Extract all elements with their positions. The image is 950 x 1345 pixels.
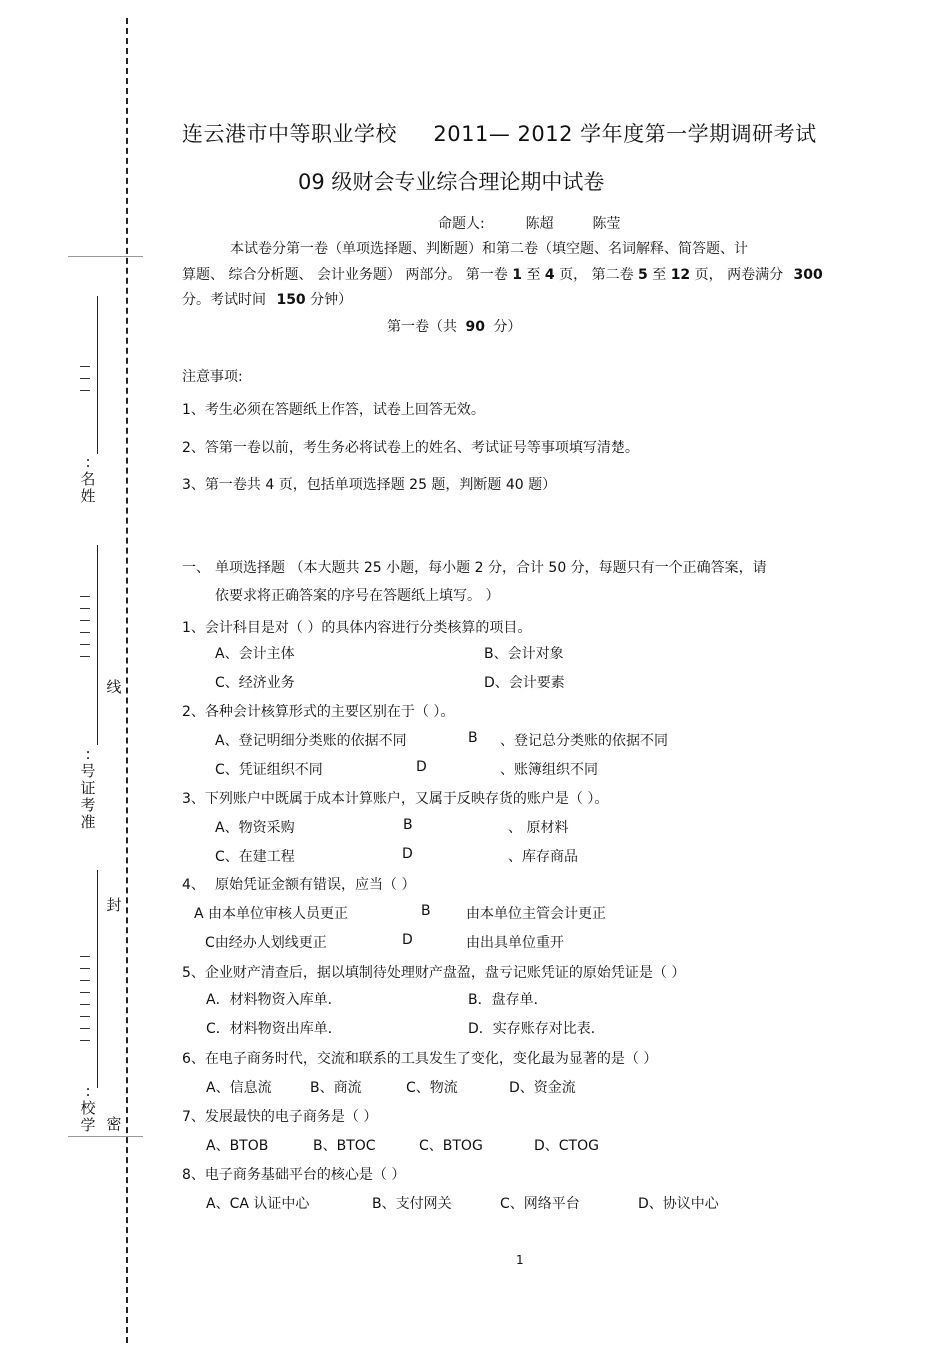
exam-id-label: :号证考准	[80, 745, 96, 831]
margin-stub	[80, 992, 90, 993]
name-label: :名姓	[80, 453, 96, 505]
question-8: 8、电子商务基础平台的核心是（ ）	[182, 1167, 406, 1183]
question-5: 5、企业财产清查后，据以填制待处理财产盘盈，盘亏记账凭证的原始凭证是（ ）	[182, 965, 686, 981]
option: 、账簿组织不同	[500, 762, 598, 778]
note-item: 3、第一卷共 4 页，包括单项选择题 25 题，判断题 40 题）	[182, 477, 557, 493]
option: D、会计要素	[484, 675, 565, 691]
intro-text: 分。考试时间	[182, 292, 266, 308]
option: C、在建工程	[215, 849, 295, 865]
seal-char-line: 线	[106, 678, 122, 696]
exam-title-line2: 09 级财会专业综合理论期中试卷	[298, 170, 605, 194]
option: D、协议中心	[638, 1196, 719, 1212]
volume-suffix: 分）	[493, 319, 522, 335]
part1-number: 一、	[182, 560, 210, 576]
seal-char-secret: 密	[106, 1115, 122, 1133]
margin-stub	[80, 644, 90, 645]
option-letter: D	[402, 932, 413, 948]
term-name: 2011— 2012 学年度第一学期调研考试	[433, 122, 817, 146]
question-3: 3、下列账户中既属于成本计算账户，又属于反映存货的账户是（ ）。	[182, 791, 609, 807]
question-4-number: 4、	[182, 877, 205, 893]
page-end-2: 12	[670, 267, 691, 283]
option: B、BTOC	[313, 1138, 376, 1154]
option: 、库存商品	[508, 849, 578, 865]
option: D．实存账存对比表．	[468, 1021, 605, 1037]
margin-stub	[80, 632, 90, 633]
question-1: 1、会计科目是对（ ）的具体内容进行分类核算的项目。	[182, 620, 532, 636]
option: C由经办人划线更正	[205, 935, 327, 951]
part1-heading-cont: 依要求将正确答案的序号在答题纸上填写。 ）	[215, 588, 500, 604]
option: D、资金流	[509, 1080, 576, 1096]
intro-text: 算题、 综合分析题、 会计业务题） 两部分。 第一卷	[182, 267, 508, 283]
page-number: 1	[516, 1253, 524, 1267]
intro-to: 至	[526, 267, 541, 283]
page-end-1: 4	[544, 267, 555, 283]
setter-name-2: 陈莹	[592, 216, 621, 232]
margin-stub	[80, 1016, 90, 1017]
margin-stub	[80, 378, 90, 379]
option: 、登记总分类账的依据不同	[500, 733, 668, 749]
part1-heading: 单项选择题 （本大题共 25 小题，每小题 2 分，合计 50 分，每题只有一个正确答案，请	[215, 560, 767, 576]
notes-heading: 注意事项:	[182, 369, 243, 385]
option: A、会计主体	[215, 646, 295, 662]
option: A、BTOB	[206, 1138, 269, 1154]
option: C、BTOG	[419, 1138, 483, 1154]
note-item: 1、考生必须在答题纸上作答，试卷上回答无效。	[182, 402, 485, 418]
option: D、CTOG	[534, 1138, 599, 1154]
option: B、支付网关	[372, 1196, 452, 1212]
option: C、物流	[406, 1080, 458, 1096]
option: A、物资采购	[215, 820, 295, 836]
intro-line3	[182, 289, 352, 309]
option-letter: D	[416, 759, 427, 775]
option-letter: B	[403, 817, 413, 833]
option: A、CA 认证中心	[206, 1196, 310, 1212]
setter-label: 命题人:	[438, 216, 485, 232]
option: C、经济业务	[215, 675, 295, 691]
volume-prefix: 第一卷（共	[387, 319, 457, 335]
intro-text: 页， 两卷满分	[694, 267, 784, 283]
margin-frame-top	[68, 256, 143, 257]
page-start-2: 5	[638, 267, 648, 283]
margin-stub	[80, 1004, 90, 1005]
setter-line	[438, 213, 621, 233]
school-fill-line	[97, 870, 98, 1088]
option: B、会计对象	[484, 646, 564, 662]
intro-line2	[182, 264, 823, 284]
page-start-1: 1	[512, 267, 523, 283]
margin-stub	[80, 366, 90, 367]
question-4: 原始凭证金额有错误，应当（ ）	[215, 877, 416, 893]
school-name: 连云港市中等职业学校	[182, 122, 397, 146]
question-6: 6、在电子商务时代，交流和联系的工具发生了变化，变化最为显著的是（ ）	[182, 1051, 658, 1067]
intro-line1: 本试卷分第一卷（单项选择题、判断题）和第二卷（填空题、名词解释、简答题、计	[230, 241, 748, 257]
option: C、网络平台	[500, 1196, 580, 1212]
seal-char-seal: 封	[106, 896, 122, 914]
option: A．材料物资入库单．	[206, 992, 342, 1008]
binding-dashed-line	[126, 18, 128, 1343]
margin-stub	[80, 1028, 90, 1029]
margin-stub	[80, 390, 90, 391]
option: C．材料物资出库单．	[206, 1021, 342, 1037]
margin-stub	[80, 608, 90, 609]
option-letter: B	[421, 903, 431, 919]
question-7: 7、发展最快的电子商务是（ ）	[182, 1109, 378, 1125]
exam-title-line1	[182, 118, 817, 148]
margin-frame-bottom	[68, 1136, 143, 1137]
option: 由本单位主管会计更正	[466, 906, 606, 922]
question-2: 2、各种会计核算形式的主要区别在于（ ）。	[182, 704, 455, 720]
intro-text: 分钟）	[310, 292, 353, 308]
intro-text: 页， 第二卷	[559, 267, 634, 283]
margin-stub	[80, 1040, 90, 1041]
volume-score: 90	[465, 319, 485, 335]
margin-stub	[80, 968, 90, 969]
margin-stub	[80, 956, 90, 957]
option: B．盘存单．	[468, 992, 548, 1008]
total-score: 300	[793, 267, 823, 283]
option-letter: D	[402, 846, 413, 862]
option: B、商流	[310, 1080, 362, 1096]
option: C、凭证组织不同	[215, 762, 323, 778]
margin-stub	[80, 980, 90, 981]
option: A、登记明细分类账的依据不同	[215, 733, 407, 749]
id-fill-line	[97, 545, 98, 745]
school-label: :校学	[80, 1082, 96, 1134]
intro-to: 至	[652, 267, 667, 283]
option: 、 原材料	[508, 820, 569, 836]
margin-stub	[80, 620, 90, 621]
margin-stub	[80, 596, 90, 597]
exam-minutes: 150	[276, 292, 306, 308]
option: A、信息流	[206, 1080, 272, 1096]
margin-stub	[80, 656, 90, 657]
note-item: 2、答第一卷以前，考生务必将试卷上的姓名、考试证号等事项填写清楚。	[182, 440, 639, 456]
option: A 由本单位审核人员更正	[194, 906, 349, 922]
option-letter: B	[468, 730, 478, 746]
setter-name-1: 陈超	[525, 216, 554, 232]
volume-one-header	[387, 316, 521, 336]
option: 由出具单位重开	[466, 935, 564, 951]
name-fill-line	[97, 296, 98, 454]
